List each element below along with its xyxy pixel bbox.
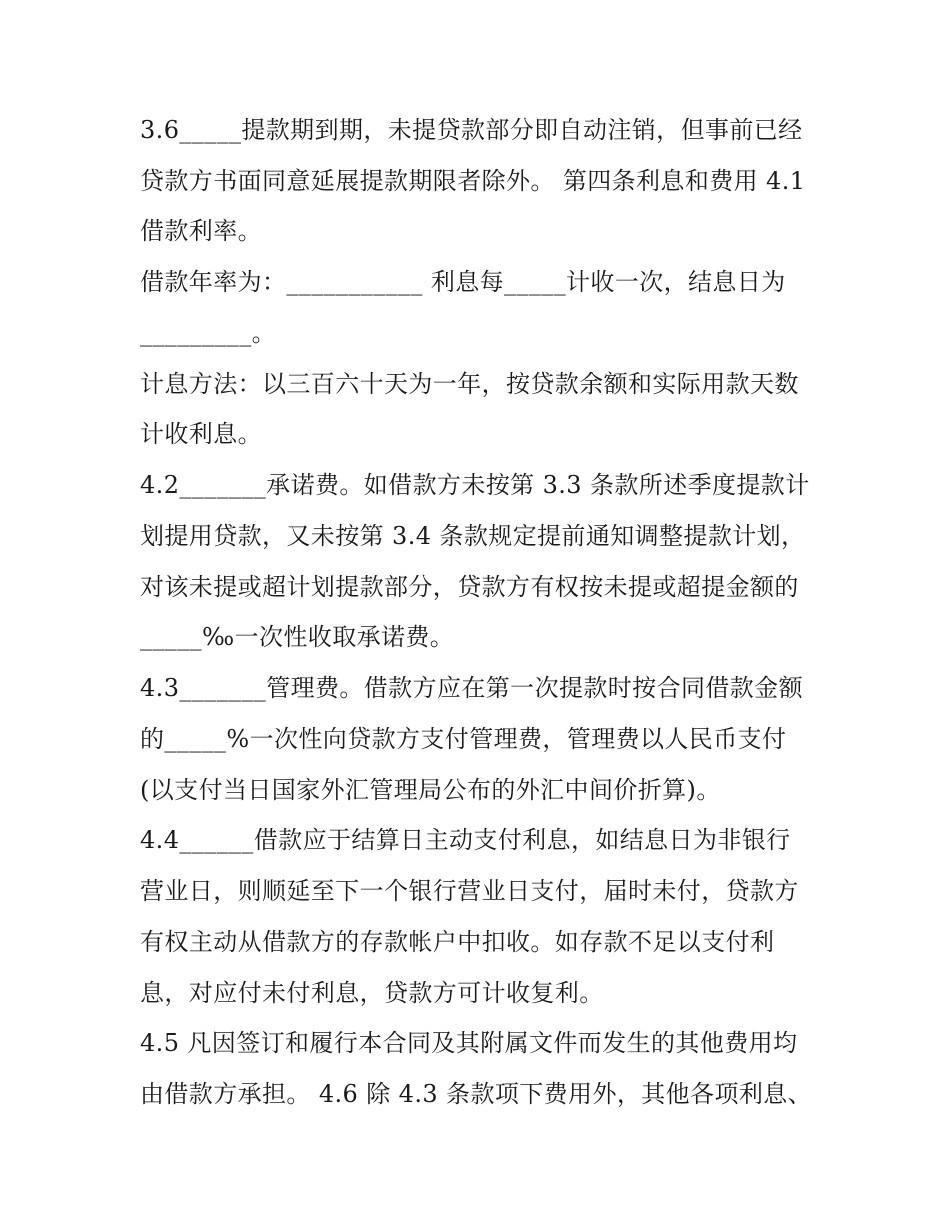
- text-line: 4.5 凡因签订和履行本合同及其附属文件而发生的其他费用均: [140, 1029, 798, 1057]
- text-line: 的_____%一次性向贷款方支付管理费，管理费以人民币支付: [140, 725, 787, 753]
- text-line: 借款年率为：___________ 利息每_____计收一次，结息日为: [140, 268, 786, 296]
- text-line: 贷款方书面同意延展提款期限者除外。 第四条利息和费用 4.1: [140, 167, 806, 195]
- text-line: 3.6_____提款期到期，未提贷款部分即自动注销，但事前已经: [140, 116, 803, 144]
- text-line: 息，对应付未付利息，贷款方可计收复利。: [140, 979, 604, 1007]
- text-line: 有权主动从借款方的存款帐户中扣收。如存款不足以支付利: [140, 928, 775, 956]
- text-line: _________。: [140, 319, 276, 347]
- text-line: 对该未提或超计划提款部分，贷款方有权按未提或超提金额的: [140, 573, 799, 601]
- text-line: 4.2_______承诺费。如借款方未按第 3.3 条款所述季度提款计: [140, 471, 810, 499]
- text-line: _____‰一次性收取承诺费。: [140, 623, 455, 651]
- text-line: 由借款方承担。 4.6 除 4.3 条款项下费用外，其他各项利息、: [140, 1080, 813, 1108]
- text-line: 借款利率。: [140, 217, 262, 245]
- text-line: 计收利息。: [140, 420, 262, 448]
- text-line: 计息方法：以三百六十天为一年，按贷款余额和实际用款天数: [140, 370, 799, 398]
- text-line: 4.3_______管理费。借款方应在第一次提款时按合同借款金额: [140, 674, 803, 702]
- text-line: 营业日，则顺延至下一个银行营业日支付，届时未付，贷款方: [140, 877, 799, 905]
- text-line: (以支付当日国家外汇管理局公布的外汇中间价折算)。: [140, 776, 721, 804]
- text-line: 4.4______借款应于结算日主动支付利息，如结息日为非银行: [140, 826, 791, 854]
- text-line: 划提用贷款，又未按第 3.4 条款规定提前通知调整提款计划，: [140, 522, 806, 550]
